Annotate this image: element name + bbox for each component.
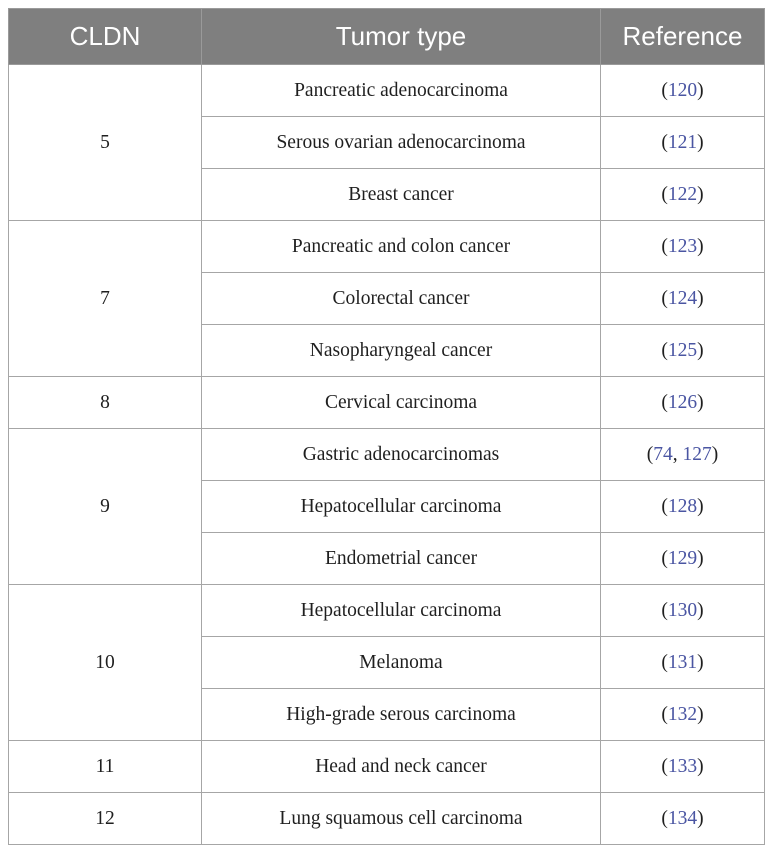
tumor-type-cell: Head and neck cancer [202,741,601,793]
table-row [9,793,765,845]
header-reference: Reference [601,9,765,65]
table-row [9,741,765,793]
reference-cell: (133) [601,741,765,793]
cldn-cell: 11 [9,741,202,793]
table-row [9,429,765,481]
reference-cell: (129) [601,533,765,585]
tumor-type-cell: Pancreatic adenocarcinoma [202,65,601,117]
reference-link[interactable]: 132 [667,703,698,725]
reference-link[interactable]: 125 [667,339,698,361]
header-tumor-type: Tumor type [202,9,601,65]
reference-link[interactable]: 126 [667,391,698,413]
reference-cell: (130) [601,585,765,637]
reference-link[interactable]: 124 [667,287,698,309]
tumor-type-cell: Serous ovarian adenocarcinoma [202,117,601,169]
tumor-type-cell: Gastric adenocarcinomas [202,429,601,481]
reference-link[interactable]: 134 [667,807,698,829]
reference-cell: (122) [601,169,765,221]
tumor-type-cell: Pancreatic and colon cancer [202,221,601,273]
reference-link[interactable]: 127 [682,443,712,465]
cldn-cell: 8 [9,377,202,429]
tumor-type-cell: Lung squamous cell carcinoma [202,793,601,845]
reference-cell: (121) [601,117,765,169]
reference-link[interactable]: 120 [667,79,698,101]
cldn-cell: 12 [9,793,202,845]
cldn-cell: 10 [9,585,202,741]
tumor-type-cell: Melanoma [202,637,601,689]
table-row [9,65,765,117]
reference-cell: (131) [601,637,765,689]
header-row [9,9,765,65]
tumor-type-cell: Hepatocellular carcinoma [202,585,601,637]
table-row [9,377,765,429]
reference-link[interactable]: 123 [667,235,698,257]
tumor-type-cell: Colorectal cancer [202,273,601,325]
reference-cell: (134) [601,793,765,845]
reference-link[interactable]: 121 [667,131,698,153]
tumor-type-cell: Cervical carcinoma [202,377,601,429]
reference-cell: (124) [601,273,765,325]
reference-link[interactable]: 122 [667,183,698,205]
reference-link[interactable]: 74 [653,443,673,465]
table-row [9,221,765,273]
reference-cell: (125) [601,325,765,377]
reference-cell: (132) [601,689,765,741]
tumor-type-cell: High-grade serous carcinoma [202,689,601,741]
tumor-type-cell: Endometrial cancer [202,533,601,585]
tumor-type-cell: Hepatocellular carcinoma [202,481,601,533]
table-row [9,585,765,637]
reference-cell: (74, 127) [601,429,765,481]
reference-cell: (126) [601,377,765,429]
header-cldn: CLDN [9,9,202,65]
reference-link[interactable]: 133 [667,755,698,777]
reference-cell: (123) [601,221,765,273]
table-body [9,65,765,845]
tumor-type-cell: Nasopharyngeal cancer [202,325,601,377]
reference-cell: (128) [601,481,765,533]
tumor-type-cell: Breast cancer [202,169,601,221]
reference-link[interactable]: 128 [667,495,698,517]
reference-link[interactable]: 130 [667,599,698,621]
reference-link[interactable]: 129 [667,547,698,569]
cldn-cell: 7 [9,221,202,377]
cldn-cell: 5 [9,65,202,221]
reference-cell: (120) [601,65,765,117]
cldn-cell: 9 [9,429,202,585]
claudin-tumor-table [8,8,765,845]
reference-link[interactable]: 131 [667,651,698,673]
